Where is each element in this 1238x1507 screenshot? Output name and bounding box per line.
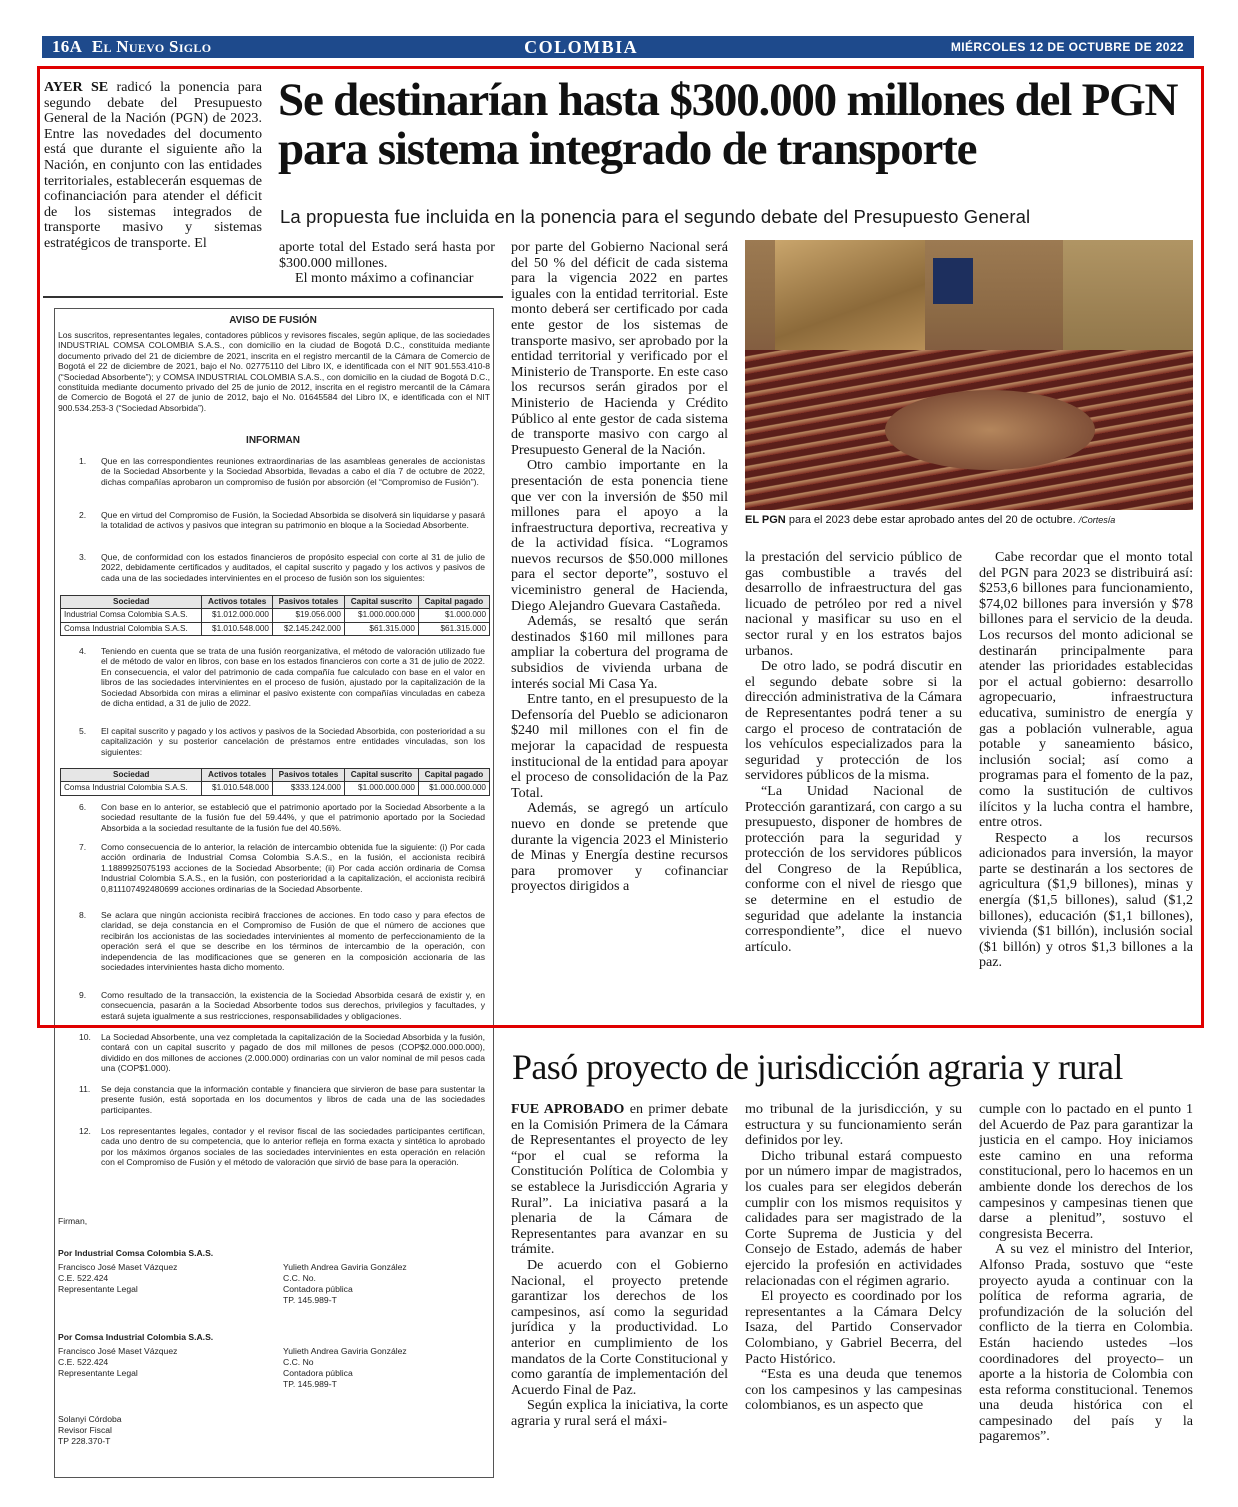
notice-firman: Firman, — [58, 1216, 88, 1226]
photo-mural — [775, 240, 925, 350]
article1-col2-paragraph: Además, se agregó un artículo nuevo en donde se pretende que durante la vigencia 2023 el Ministerio de Minas y Energía destine recursos para promover y cofinanciar proyectos dirigidos a — [511, 800, 728, 895]
merger-notice — [43, 296, 503, 1486]
photo-caption — [745, 514, 1193, 526]
table-header: Capital pagado — [418, 596, 489, 609]
article2-col1-text: en primer debate en la Comisión Primera de la Cámara de Representantes el proyecto de ley “por el cual se reforma la Constitución Política de Colombia y se establece la Jurisdicción Agraria y Rural”. La iniciativa pasará a la plenaria de la Cámara de Representantes para avanzar en su trámite. — [511, 1102, 728, 1258]
table-cell: $1.010.548.000 — [202, 622, 273, 635]
notice-intro: Los suscritos, representantes legales, contadores públicos y revisores fiscales, según aplique, de las sociedades INDUSTRIAL COMSA COLOMBIA S.A.S., con domicilio en la ciudad de Bogotá D.C., constituida mediante documento privado del 21 de diciembre de 2021, inscrita en el registro mercantil de la Cámara de Comercio de Bogotá el 22 de diciembre de 2021, bajo el No. 02775110 del Libro IX, e identificada con el NIT 901.553.410-8 (“Sociedad Absorbente”); y COMSA INDUSTRIAL COLOMBIA S.A.S., con domicilio en la ciudad de Bogotá D.C., constituida mediante documento privado del 25 de junio de 2012, inscrita en el registro mercantil de la Cámara de Comercio de Bogotá el 27 de junio de 2012, bajo el No. 01645584 del Libro IX, e identificada con el NIT 900.534.253-3 (“Sociedad Absorbida”). — [58, 330, 490, 413]
article1-col2-paragraph: Entre tanto, en el presupuesto de la Defensoría del Pueblo se adicionaron $240 mil millones con el fin de mejorar la capacidad de respuesta institucional de la entidad para apoyar el proceso de consolidación de la Paz Total. — [511, 691, 728, 801]
article1-col3-paragraph: la prestación del servicio público de gas combustible a través del desarrollo de infraestructura del gas licuado de petróleo por red a nivel nacional y masificar su uso en el sector rural y en los estratos bajos urbanos. — [745, 550, 962, 659]
article2-col1-paragraph: Según explica la iniciativa, la corte agraria y rural será el máxi- — [511, 1397, 728, 1429]
signature-block: Yulieth Andrea Gaviria González C.C. No Contadora pública TP. 145.989-T — [283, 1346, 407, 1389]
article1-col2-paragraph: Además, se resaltó que serán destinados $160 mil millones para ampliar la cobertura del programa de subsidios de vivienda urbana de interés social Mi Casa Ya. — [511, 613, 728, 692]
notice-item: 7. Como consecuencia de lo anterior, la relación de intercambio obtenida fue la siguiente: (i) Por cada acción ordinaria de Industrial Comsa Colombia S.A.S., en la fusión, el accionista recibirá 1.1889925075193 acciones de la Sociedad Absorbente; (ii) Por cada acción ordinaria de Comsa Industrial Colombia S.A.S., en la fusión, con posterioridad a la capitalización, el accionista recibirá 0,811107492480699 acciones ordinarias de la Sociedad Absorbente. — [79, 842, 485, 894]
notice-item-text: Que en virtud del Compromiso de Fusión, la Sociedad Absorbida se disolverá sin liquidarse y pasará la totalidad de activos y pasivos que integran su patrimonio en bloque a la Sociedad Absorbente. — [101, 510, 485, 531]
article2-col3-paragraph: cumple con lo pactado en el punto 1 del Acuerdo de Paz para garantizar la justicia en el campo. Hoy iniciamos este camino en una reforma constitucional, pero lo hacemos en un ambiente donde los derechos de los campesinos y campesinas tienen que darse a plenitud”, sostuvo el congresista Becerra. — [979, 1102, 1193, 1242]
table-cell: $61.315.000 — [344, 622, 418, 635]
table-header: Capital pagado — [418, 769, 489, 782]
table-header: Capital suscrito — [344, 769, 418, 782]
article1-column-2 — [511, 240, 728, 1020]
notice-informan: INFORMAN — [246, 435, 300, 446]
page-header — [42, 36, 1194, 58]
notice-item-text: La Sociedad Absorbente, una vez completada la capitalización de la Sociedad Absorbida y la fusión, contará con un capital suscrito y pagado de dos mil millones de pesos (COP$2.000.000.000), dividido en dos millones de acciones (2.000.000) ordinarias con un valor nominal de mil pesos cada una (COP$1.000). — [101, 1032, 485, 1074]
photo-floor — [885, 390, 1095, 470]
page-number: 16A — [52, 37, 82, 56]
notice-item-text: Se aclara que ningún accionista recibirá fracciones de acciones. En todo caso y para efectos de claridad, se deja constancia en el Compromiso de Fusión de que el número de acciones que recibirán los accionistas de las sociedades intervinientes al momento de perfeccionamiento de la operación será el que se describe en los términos de intercambio de la operación, con independencia de las modificaciones que se generen en la composición accionaria de las sociedades intervinientes hasta dicho momento. — [101, 910, 485, 973]
table-header-row — [61, 596, 490, 609]
signature-block: Yulieth Andrea Gaviria González C.C. No. Contadora pública TP. 145.989-T — [283, 1262, 407, 1305]
article2-lead-word: FUE APROBADO — [511, 1102, 625, 1117]
table-header: Pasivos totales — [272, 596, 344, 609]
article2-col1-paragraph: De acuerdo con el Gobierno Nacional, el proyecto pretende garantizar los derechos de los campesinos, así como la seguridad jurídica y la productividad. Lo anterior en cumplimiento de los mandatos de la Corte Constitucional y como garantía de implementación del Acuerdo Final de Paz. — [511, 1256, 728, 1398]
caption-credit: /Cortesía — [1078, 515, 1116, 525]
article2-column-2 — [745, 1102, 962, 1494]
article1-column-3 — [745, 550, 962, 1020]
article2-col2-paragraph: Dicho tribunal estará compuesto por un número impar de magistrados, los cuales para ser elegidos deberán cumplir con los mismos requisitos y calidades para ser magistrado de la Corte Suprema de Justicia y del Consejo de Estado, además de haber ejercido la profesión en actividades relacionadas con el régimen agrario. — [745, 1147, 962, 1289]
article1-lead-word: AYER SE — [44, 80, 109, 95]
article1-deck: La propuesta fue incluida en la ponencia para el segundo debate del Presupuesto General — [280, 206, 1031, 227]
section-name: COLOMBIA — [524, 36, 639, 57]
congress-chamber-photo — [745, 240, 1193, 510]
article1-col1-paragraph: El monto máximo a cofinanciar — [295, 270, 474, 287]
newspaper-name: El Nuevo Siglo — [91, 37, 212, 56]
photo-screen — [933, 258, 973, 304]
notice-item: 11. Se deja constancia que la información contable y financiera que sirvieron de base para sustentar la presente fusión, está soportada en los documentos y libros de cada una de las sociedades participantes. — [79, 1084, 485, 1115]
article1-col2-paragraph: Otro cambio importante en la presentación de esta ponencia tiene que ver con la inversión de $50 mil millones para el apoyo a la infraestructura deportiva, recreativa y de la actividad física. “Logramos nuevos recursos de $50.000 millones para el sector deporte”, sostuvo el viceministro general de Hacienda, Diego Alejandro Guevara Castañeda. — [511, 457, 728, 614]
article1-headline: Se destinarían hasta $300.000 millones del PGN para sistema integrado de transporte — [278, 74, 1178, 175]
article1-col1-paragraph: aporte total del Estado será hasta por $300.000 millones. — [279, 239, 495, 271]
article2-col3-paragraph: A su vez el ministro del Interior, Alfonso Prada, sostuvo que “este proyecto ayuda a continuar con la política de reforma agraria, de profundización de la solución del conflicto de la tierra en Colombia. Están haciendo ustedes –los coordinadores del proyecto– un aporte a la historia de Colombia con esta reforma constitucional. Tenemos una deuda histórica con el campesinado del país y la pagaremos”. — [979, 1241, 1193, 1445]
article2-column-1 — [511, 1102, 728, 1494]
table-cell: $1.000.000.000 — [344, 609, 418, 622]
notice-item: 6. Con base en lo anterior, se estableció que el patrimonio aportado por la Sociedad Absorbente a la sociedad resultante de la fusión fue del 59.44%, y que el patrimonio aportado por la Sociedad Absorbida a la sociedad resultante de la fusión fue del 40.56%. — [79, 802, 485, 833]
table-cell: $2.145.242.000 — [272, 622, 344, 635]
article2-col2-paragraph: mo tribunal de la jurisdicción, y su estructura y su funcionamiento serán definidos por ley. — [745, 1102, 962, 1149]
table-cell: $1.000.000.000 — [418, 782, 489, 795]
caption-text: para el 2023 debe estar aprobado antes del 20 de octubre. — [788, 514, 1076, 526]
issue-date: MIÉRCOLES 12 DE OCTUBRE DE 2022 — [950, 40, 1184, 54]
notice-item-text: Los representantes legales, contador y el revisor fiscal de las sociedades participantes certifican, cada uno dentro de su competencia, que lo anterior refleja en forma exacta y sintética lo aprobado por los máximos órganos sociales de las sociedades intervinientes en esta operación en relación con el Compromiso de Fusión y el método de valoración que sirvió de base para la operación. — [101, 1126, 485, 1168]
notice-table-1 — [60, 595, 490, 636]
caption-lead: EL PGN — [745, 514, 786, 526]
table-cell: Industrial Comsa Colombia S.A.S. — [61, 609, 202, 622]
article2-headline: Pasó proyecto de jurisdicción agraria y rural — [512, 1047, 1123, 1087]
signature-block: Solanyi Córdoba Revisor Fiscal TP 228.370-T — [58, 1414, 122, 1446]
notice-item-text: Que en las correspondientes reuniones extraordinarias de las asambleas generales de accionistas de la Sociedad Absorbente y la Sociedad Absorbida, llevadas a cabo el día 7 de octubre de 2022, dichas compañías aprobaron un compromiso de fusión por absorción (el “Compromiso de Fusión”). — [101, 456, 485, 487]
article1-lead-text: radicó la ponencia para segundo debate del Presupuesto General de la Nación (PGN) de 2023. Entre las novedades del documento está que durante el siguiente año la Nación, en conjunto con las entidades territoriales, establecerán esquemas de cofinanciación para atender el déficit de los sistemas integrados de transporte masivo y sistemas estratégicos de transporte. El — [44, 80, 262, 251]
notice-item-text: Teniendo en cuenta que se trata de una fusión reorganizativa, el método de valoración utilizado fue el de método de valor en libros, con base en los estados financieros con corte a 31 de julio de 2022. En consecuencia, el valor del patrimonio de cada compañía fue calculado con base en el valor en libros de las sociedades intervinientes en el proceso de fusión, ajustado por la capitalización de la Sociedad Absorbida con miras a eliminar el pasivo existente con compañías vinculadas en cabeza de dicha entidad, a 31 de julio de 2022. — [101, 646, 485, 709]
table-cell: $333.124.000 — [272, 782, 344, 795]
notice-item: 5. El capital suscrito y pagado y los activos y pasivos de la Sociedad Absorbida, con posterioridad a su capitalización y su posterior cancelación de préstamos entre entidades vinculadas, son los siguientes: — [79, 726, 485, 757]
table-header: Pasivos totales — [272, 769, 344, 782]
article2-col2-paragraph: El proyecto es coordinado por los representantes a la Cámara Delcy Isaza, del Partido Conservador Colombiano, y Gabriel Becerra, del Pacto Histórico. — [745, 1288, 962, 1367]
table-header-row — [61, 769, 490, 782]
table-row — [61, 782, 490, 795]
photo-wall-panel — [1063, 240, 1193, 360]
notice-item-text: Con base en lo anterior, se estableció que el patrimonio aportado por la Sociedad Absorbente a la sociedad resultante de la fusión fue del 59.44%, y que el patrimonio aportado por la Sociedad Absorbida a la sociedad resultante de la fusión fue del 40.56%. — [101, 802, 485, 833]
notice-item: 8. Se aclara que ningún accionista recibirá fracciones de acciones. En todo caso y para efectos de claridad, se deja constancia en el Compromiso de Fusión de que el número de acciones que recibirán los accionistas de las sociedades intervinientes al momento de perfeccionamiento de la operación será el que se describe en los términos de intercambio de la operación, con independencia de las modificaciones que se generen en la composición accionaria de las sociedades intervinientes hasta dicho momento. — [79, 910, 485, 973]
notice-item: 10. La Sociedad Absorbente, una vez completada la capitalización de la Sociedad Absorbida y la fusión, contará con un capital suscrito y pagado de dos mil millones de pesos (COP$2.000.000.000), dividido en dos millones de acciones (2.000.000) ordinarias con un valor nominal de mil pesos cada una (COP$1.000). — [79, 1032, 485, 1074]
table-header: Sociedad — [61, 596, 202, 609]
page-folio — [52, 37, 211, 57]
notice-item-text: Que, de conformidad con los estados financieros de propósito especial con corte al 31 de julio de 2022, debidamente certificados y auditados, el capital suscrito y pagado y los activos y pasivos de cada una de las sociedades intervinientes en el proceso de fusión son los siguientes: — [101, 552, 485, 583]
signature-block: Francisco José Maset Vázquez C.E. 522.424 Representante Legal — [58, 1346, 178, 1378]
table-row — [61, 609, 490, 622]
article1-column-4 — [979, 550, 1193, 1020]
article1-col4-paragraph: Respecto a los recursos adicionados para inversión, la mayor parte se destinarán a los sectores de agricultura ($1,9 billones), minas y energía ($1,5 billones), salud ($1,2 billones), educación ($1,1 billones), vivienda ($1 billón), inclusión social ($1 billón) y otros $1,3 billones a la paz. — [979, 829, 1193, 971]
article2-col2-paragraph: “Esta es una deuda que tenemos con los campesinos y las campesinas colombianos, es un aspecto que — [745, 1366, 962, 1414]
table-header: Capital suscrito — [344, 596, 418, 609]
notice-item: 9. Como resultado de la transacción, la existencia de la Sociedad Absorbida cesará de existir y, en consecuencia, pasarán a la Sociedad Absorbente todos sus derechos, privilegios y facultades, y estará sujeta igualmente a sus restricciones, responsabilidades y obligaciones. — [79, 990, 485, 1021]
table-cell: $1.012.000.000 — [202, 609, 273, 622]
table-header: Activos totales — [202, 596, 273, 609]
notice-item: 3. Que, de conformidad con los estados financieros de propósito especial con corte al 31 de julio de 2022, debidamente certificados y auditados, el capital suscrito y pagado y los activos y pasivos de cada una de las sociedades intervinientes en el proceso de fusión son los siguientes: — [79, 552, 485, 583]
notice-item-text: Se deja constancia que la información contable y financiera que sirvieron de base para sustentar la presente fusión, está soportada en los documentos y libros de cada una de las sociedades participantes. — [101, 1084, 485, 1115]
article1-col2-paragraph: por parte del Gobierno Nacional será del 50 % del déficit de cada sistema para la vigencia 2022 en partes iguales con la entidad territorial. Este monto deberá ser certificado por cada ente gestor de los sistemas de transporte masivo, ser aprobado por la entidad territorial y verificado por el Ministerio de Transporte. En este caso los recursos serán girados por el Ministerio de Hacienda y Crédito Público al ente gestor de cada sistema de transporte masivo con cargo al Presupuesto General de la Nación. — [511, 240, 728, 458]
table-cell: $1.010.548.000 — [202, 782, 273, 795]
signature-company-2: Por Comsa Industrial Colombia S.A.S. — [58, 1332, 214, 1342]
article2-column-3 — [979, 1102, 1193, 1494]
notice-item: 1. Que en las correspondientes reuniones extraordinarias de las asambleas generales de accionistas de la Sociedad Absorbente y la Sociedad Absorbida, llevadas a cabo el día 7 de octubre de 2022, dichas compañías aprobaron un compromiso de fusión por absorción (el “Compromiso de Fusión”). — [79, 456, 485, 487]
table-row — [61, 622, 490, 635]
signature-company-1: Por Industrial Comsa Colombia S.A.S. — [58, 1248, 214, 1258]
table-cell: Comsa Industrial Colombia S.A.S. — [61, 622, 202, 635]
table-header: Activos totales — [202, 769, 273, 782]
notice-item: 2. Que en virtud del Compromiso de Fusión, la Sociedad Absorbida se disolverá sin liquidarse y pasará la totalidad de activos y pasivos que integran su patrimonio en bloque a la Sociedad Absorbente. — [79, 510, 485, 531]
article1-col3-paragraph: De otro lado, se podrá discutir en el segundo debate sobre si la dirección administrativa de la Cámara de Representantes podrá tener a su cargo el proceso de contratación de los vehículos especializados para la seguridad y protección de los servidores públicos de la misma. — [745, 658, 962, 784]
article1-col3-paragraph: “La Unidad Nacional de Protección garantizará, con cargo a su presupuesto, disponer de hombres de protección para la seguridad y protección de los servidores públicos del Congreso de la República, conforme con el nivel de riesgo que se determine en el estudio de seguridad que adelante la instancia correspondiente”, dice el nuevo artículo. — [745, 782, 962, 955]
article1-lead-column — [44, 80, 262, 288]
table-cell: $19.056.000 — [272, 609, 344, 622]
table-cell: Comsa Industrial Colombia S.A.S. — [61, 782, 202, 795]
article1-column-1 — [279, 240, 495, 287]
notice-item-text: Como consecuencia de lo anterior, la relación de intercambio obtenida fue la siguiente: (i) Por cada acción ordinaria de Industrial Comsa Colombia S.A.S., en la fusión, el accionista recibirá 1.1889925075193 acciones de la Sociedad Absorbente; (ii) Por cada acción ordinaria de Comsa Industrial Colombia S.A.S., en la fusión, con posterioridad a la capitalización, el accionista recibirá 0,811107492480699 acciones ordinarias de la Sociedad Absorbente. — [101, 842, 485, 894]
article1-col4-paragraph: Cabe recordar que el monto total del PGN para 2023 se distribuirá así: $253,6 billones para funcionamiento, $74,02 billones para inversión y $78 billones para el servicio de la deuda. Los recursos del monto adicional se destinarán principalmente para atender las prioridades establecidas por el actual gobierno: desarrollo agropecuario, infraestructura educativa, suministro de energía y gas a población vulnerable, agua potable y saneamiento básico, inclusión social; así como a programas para el fomento de la paz, como la sustitución de cultivos ilícitos y la lucha contra el hambre, entre otros. — [979, 550, 1193, 831]
notice-item-text: Como resultado de la transacción, la existencia de la Sociedad Absorbida cesará de existir y, en consecuencia, pasarán a la Sociedad Absorbente todos sus derechos, privilegios y facultades, y estará sujeta igualmente a sus restricciones, responsabilidades y obligaciones. — [101, 990, 485, 1021]
table-header: Sociedad — [61, 769, 202, 782]
table-cell: $61.315.000 — [418, 622, 489, 635]
table-cell: $1.000.000.000 — [344, 782, 418, 795]
notice-item: 4. Teniendo en cuenta que se trata de una fusión reorganizativa, el método de valoración utilizado fue el de método de valor en libros, con base en los estados financieros con corte a 31 de julio de 2022. En consecuencia, el valor del patrimonio de cada compañía fue calculado con base en el valor en libros de las sociedades intervinientes en el proceso de fusión, ajustado por la capitalización de la Sociedad Absorbida con miras a eliminar el pasivo existente con compañías vinculadas en cabeza de dicha entidad, a 31 de julio de 2022. — [79, 646, 485, 709]
notice-title: AVISO DE FUSIÓN — [229, 315, 317, 326]
table-cell: $1.000.000 — [418, 609, 489, 622]
notice-table-2 — [60, 768, 490, 796]
notice-item-text: El capital suscrito y pagado y los activos y pasivos de la Sociedad Absorbida, con posterioridad a su capitalización y su posterior cancelación de préstamos entre entidades vinculadas, son los siguientes: — [101, 726, 485, 757]
signature-block: Francisco José Maset Vázquez C.E. 522.424 Representante Legal — [58, 1262, 178, 1294]
notice-item: 12. Los representantes legales, contador y el revisor fiscal de las sociedades participantes certifican, cada uno dentro de su competencia, que lo anterior refleja en forma exacta y sintética lo aprobado por los máximos órganos sociales de las sociedades intervinientes en esta operación en relación con el Compromiso de Fusión y el método de valoración que sirvió de base para la operación. — [79, 1126, 485, 1168]
